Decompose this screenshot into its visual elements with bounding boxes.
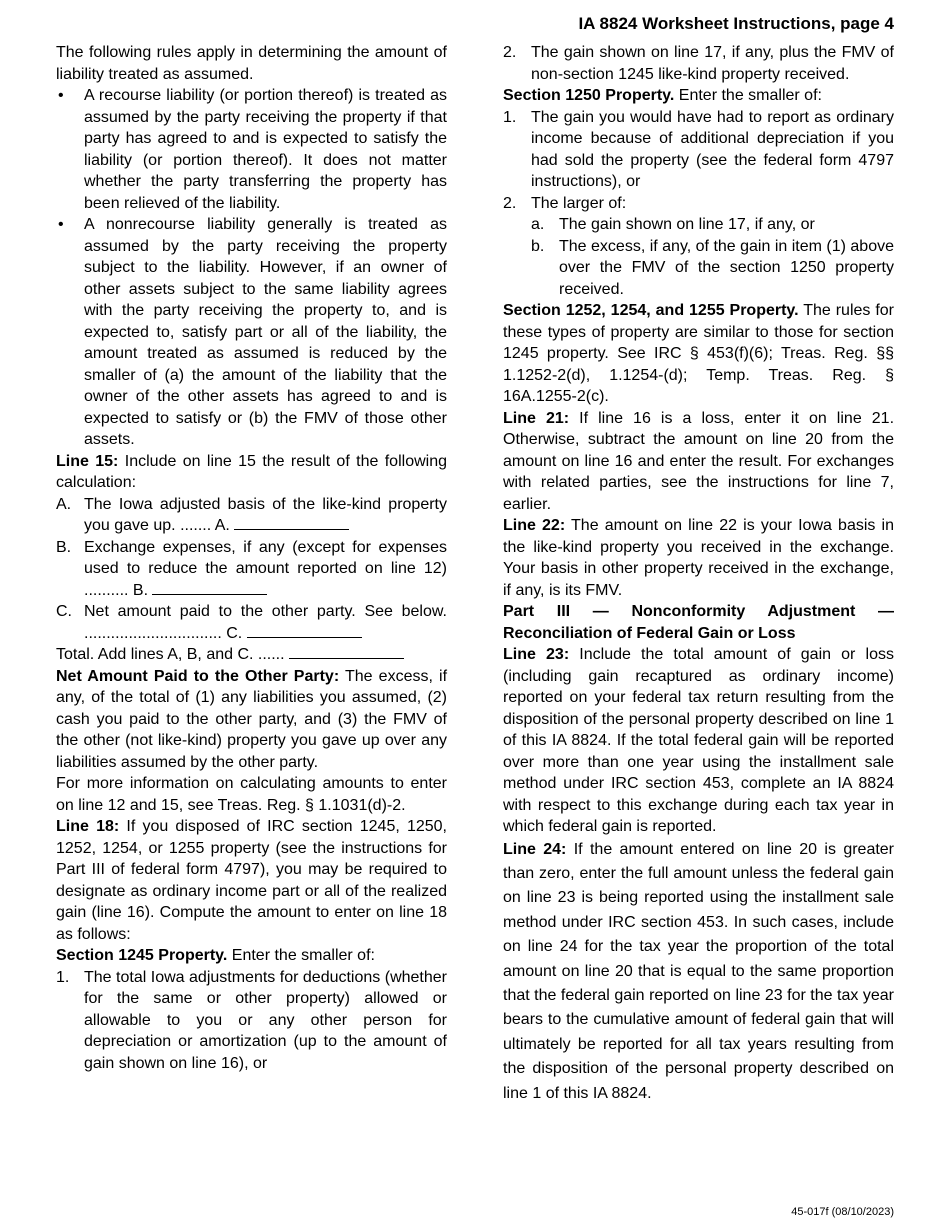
bullet-nonrecourse: • A nonrecourse liability generally is treated as assumed by the party receiving the property subject to the liability. However, if an owner of other assets subject to the same liability agrees with the party receiving the property to, and is expected to, satisfy part or all of the liability, the amount treated as assumed is reduced by the smaller of (a) the amount of the liability that the owner of the other assets has agreed to and is expected to satisfy or (b) the FMV of those other assets.	[58, 216, 447, 448]
section-1250-item-2: 2. The larger of:	[503, 194, 627, 212]
bullet-icon: •	[58, 87, 64, 104]
page-header: IA 8824 Worksheet Instructions, page 4	[578, 14, 894, 33]
part3-heading: Part III — Nonconformity Adjustment — Reconciliation of Federal Gain or Loss	[503, 603, 894, 642]
more-info-paragraph: For more information on calculating amounts to enter on line 12 and 15, see Treas. Reg. § 1.1031(d)-2.	[56, 775, 447, 814]
bullet-icon: •	[58, 216, 64, 233]
net-amount-paragraph: Net Amount Paid to the Other Party: The excess, if any, of the total of (1) any liabilities you assumed, (2) cash you paid to the other party, and (3) the FMV of the other (not like-kind) property you gave up over any liabilities assumed by the other party.	[56, 667, 448, 771]
line24-paragraph: Line 24: If the amount entered on line 20 is greater than zero, enter the full amount unless the federal gain on line 23 is being reported using the installment sale method under IRC section 453. In such cases, include on line 24 for the tax year the proportion of the total amount on line 20 that is equal to the same proportion that the federal gain reported on line 23 for the tax year bears to the cumulative amount of federal gain that will ultimately be reported for all tax years resulting from the disposition of the personal property described on line 1 of this IA 8824.	[503, 840, 895, 1102]
section-1252-paragraph: Section 1252, 1254, and 1255 Property. The rules for these types of property are similar to those for section 1245 property. See IRC § 453(f)(6); Treas. Reg. §§ 1.1252-2(d), 1.1254-(d); Temp. Treas. Reg. § 16A.1255-2(c).	[503, 302, 895, 405]
entry-blank-b	[152, 580, 267, 595]
right-column	[503, 42, 894, 1106]
line18-paragraph: Line 18: If you disposed of IRC section 1245, 1250, 1252, 1254, or 1255 property (see the instructions for Part III of federal form 4797), you may be required to designate as ordinary income part or all of the realized gain (line 16). Compute the amount to enter on line 18 as follows:	[56, 818, 448, 943]
section-1245-heading: Section 1245 Property. Enter the smaller of:	[56, 947, 375, 964]
section-1250-item-1: 1. The gain you would have had to report as ordinary income because of additional depreciation if you had sold the property (see the federal form 4797 instructions), or	[503, 108, 894, 190]
item-b: B. Exchange expenses, if any (except for expenses used to reduce the amount reported on line 12) .......... B.	[56, 538, 447, 599]
entry-blank-total	[289, 644, 404, 659]
form-id: 45-017f (08/10/2023)	[791, 1206, 894, 1218]
item-c: C. Net amount paid to the other party. See below. ............................... C.	[56, 603, 447, 642]
entry-blank-a	[234, 515, 349, 530]
section-1250-item-2b: b. The excess, if any, of the gain in item (1) above over the FMV of the section 1250 property received.	[531, 237, 894, 298]
item-a: A. The Iowa adjusted basis of the like-kind property you gave up. ....... A.	[56, 495, 447, 534]
section-1245-item-2: 2. The gain shown on line 17, if any, plus the FMV of non-section 1245 like-kind property received.	[503, 44, 894, 83]
entry-blank-c	[247, 623, 362, 638]
total-line: Total. Add lines A, B, and C. ......	[56, 644, 447, 666]
section-1250-item-2a: a. The gain shown on line 17, if any, or	[531, 216, 815, 233]
left-column	[56, 42, 447, 1074]
line23-paragraph: Line 23: Include the total amount of gain or loss (including gain recaptured as ordinary income) reported on your federal tax return resulting from the disposition of the personal property described on line 1 of this IA 8824. If the total federal gain will be reported over more than one year using the installment sale method under IRC section 453, complete an IA 8824 with respect to this exchange during each tax year in which federal gain is reported.	[503, 646, 894, 835]
bullet-recourse: • A recourse liability (or portion thereof) is treated as assumed by the party receiving the property if that party has agreed to and is expected to satisfy the liability (or portion thereof). It does not matter whether the party transferring the property has been relieved of the liability.	[58, 87, 447, 212]
section-1250-heading: Section 1250 Property. Enter the smaller of:	[503, 87, 822, 104]
line21-paragraph: Line 21: If line 16 is a loss, enter it on line 21. Otherwise, subtract the amount on line 20 from the amount on line 16 and enter the result. For exchanges with related parties, see the instructions for line 7, earlier.	[503, 409, 895, 513]
intro-paragraph: The following rules apply in determining the amount of liability treated as assumed.	[56, 44, 447, 83]
section-1245-item-1: 1. The total Iowa adjustments for deductions (whether for the same or other property) allowed or allowable to you or any other person for depreciation or amortization (up to the amount of gain shown on line 16), or	[56, 968, 447, 1072]
line15-paragraph: Line 15: Include on line 15 the result of the following calculation:	[56, 452, 447, 491]
line22-paragraph: Line 22: The amount on line 22 is your Iowa basis in the like-kind property you received in the exchange. Your basis in other property received in the exchange, if any, is its FMV.	[503, 517, 894, 599]
